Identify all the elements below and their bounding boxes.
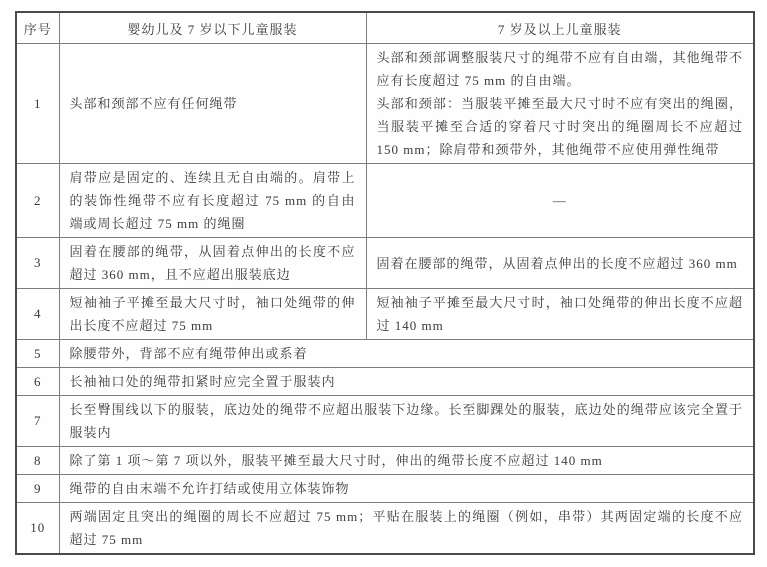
requirement-under-7-cell: 头部和颈部不应有任何绳带 (59, 44, 366, 164)
merged-requirement-cell: 长袖袖口处的绳带扣紧时应完全置于服装内 (59, 368, 754, 396)
column-header-index: 序号 (16, 12, 59, 44)
table-row (16, 340, 754, 368)
row-number-cell: 6 (16, 368, 59, 396)
table-row (16, 503, 754, 555)
row-number-cell: 8 (16, 447, 59, 475)
merged-requirement-cell: 两端固定且突出的绳圈的周长不应超过 75 mm；平贴在服装上的绳圈（例如，串带）其两固定端的长度不应超过 75 mm (59, 503, 754, 555)
row-number-cell: 9 (16, 475, 59, 503)
row-number-cell: 5 (16, 340, 59, 368)
row-number-cell: 2 (16, 164, 59, 238)
requirement-under-7-cell: 固着在腰部的绳带，从固着点伸出的长度不应超过 360 mm，且不应超出服装底边 (59, 238, 366, 289)
merged-requirement-cell: 除了第 1 项～第 7 项以外，服装平摊至最大尺寸时，伸出的绳带长度不应超过 140 mm (59, 447, 754, 475)
requirement-7-and-above-cell (366, 164, 754, 238)
merged-requirement-cell: 绳带的自由末端不允许打结或使用立体装饰物 (59, 475, 754, 503)
requirement-7-and-above-cell (366, 44, 754, 164)
requirement-7-and-above-cell (366, 289, 754, 340)
merged-requirement-cell: 除腰带外，背部不应有绳带伸出或系着 (59, 340, 754, 368)
table-row (16, 238, 754, 289)
table-row (16, 396, 754, 447)
table-row (16, 368, 754, 396)
row-number-cell: 1 (16, 44, 59, 164)
table-row (16, 164, 754, 238)
requirement-under-7-cell: 肩带应是固定的、连续且无自由端的。肩带上的装饰性绳带不应有长度超过 75 mm 的自由端或周长超过 75 mm 的绳圈 (59, 164, 366, 238)
requirement-under-7-cell: 短袖袖子平摊至最大尺寸时，袖口处绳带的伸出长度不应超过 75 mm (59, 289, 366, 340)
row-number-cell: 7 (16, 396, 59, 447)
children-clothing-cord-requirements-table (15, 11, 755, 555)
column-header-7-and-above: 7 岁及以上儿童服装 (366, 12, 754, 44)
table-row (16, 447, 754, 475)
requirement-paragraph: 固着在腰部的绳带，从固着点伸出的长度不应超过 360 mm (376, 255, 738, 271)
table-header (16, 12, 754, 44)
column-header-under-7: 婴幼儿及 7 岁以下儿童服装 (59, 12, 366, 44)
row-number-cell: 10 (16, 503, 59, 555)
table-row (16, 475, 754, 503)
table-row (16, 44, 754, 164)
header-row (16, 12, 754, 44)
table-body (16, 44, 754, 555)
table-row (16, 289, 754, 340)
row-number-cell: 4 (16, 289, 59, 340)
requirement-paragraph: 短袖袖子平摊至最大尺寸时，袖口处绳带的伸出长度不应超过 140 mm (376, 295, 743, 333)
requirement-paragraph: 头部和颈部调整服装尺寸的绳带不应有自由端，其他绳带不应有长度超过 75 mm 的自由端。 (376, 50, 743, 88)
requirement-paragraph: 头部和颈部：当服装平摊至最大尺寸时不应有突出的绳圈，当服装平摊至合适的穿着尺寸时突出的绳圈周长不应超过 150 mm；除肩带和颈带外，其他绳带不应使用弹性绳带 (376, 96, 743, 157)
requirement-paragraph: — (552, 193, 567, 208)
merged-requirement-cell: 长至臀围线以下的服装，底边处的绳带不应超出服装下边缘。长至脚踝处的服装，底边处的绳带应该完全置于服装内 (59, 396, 754, 447)
row-number-cell: 3 (16, 238, 59, 289)
requirement-7-and-above-cell (366, 238, 754, 289)
